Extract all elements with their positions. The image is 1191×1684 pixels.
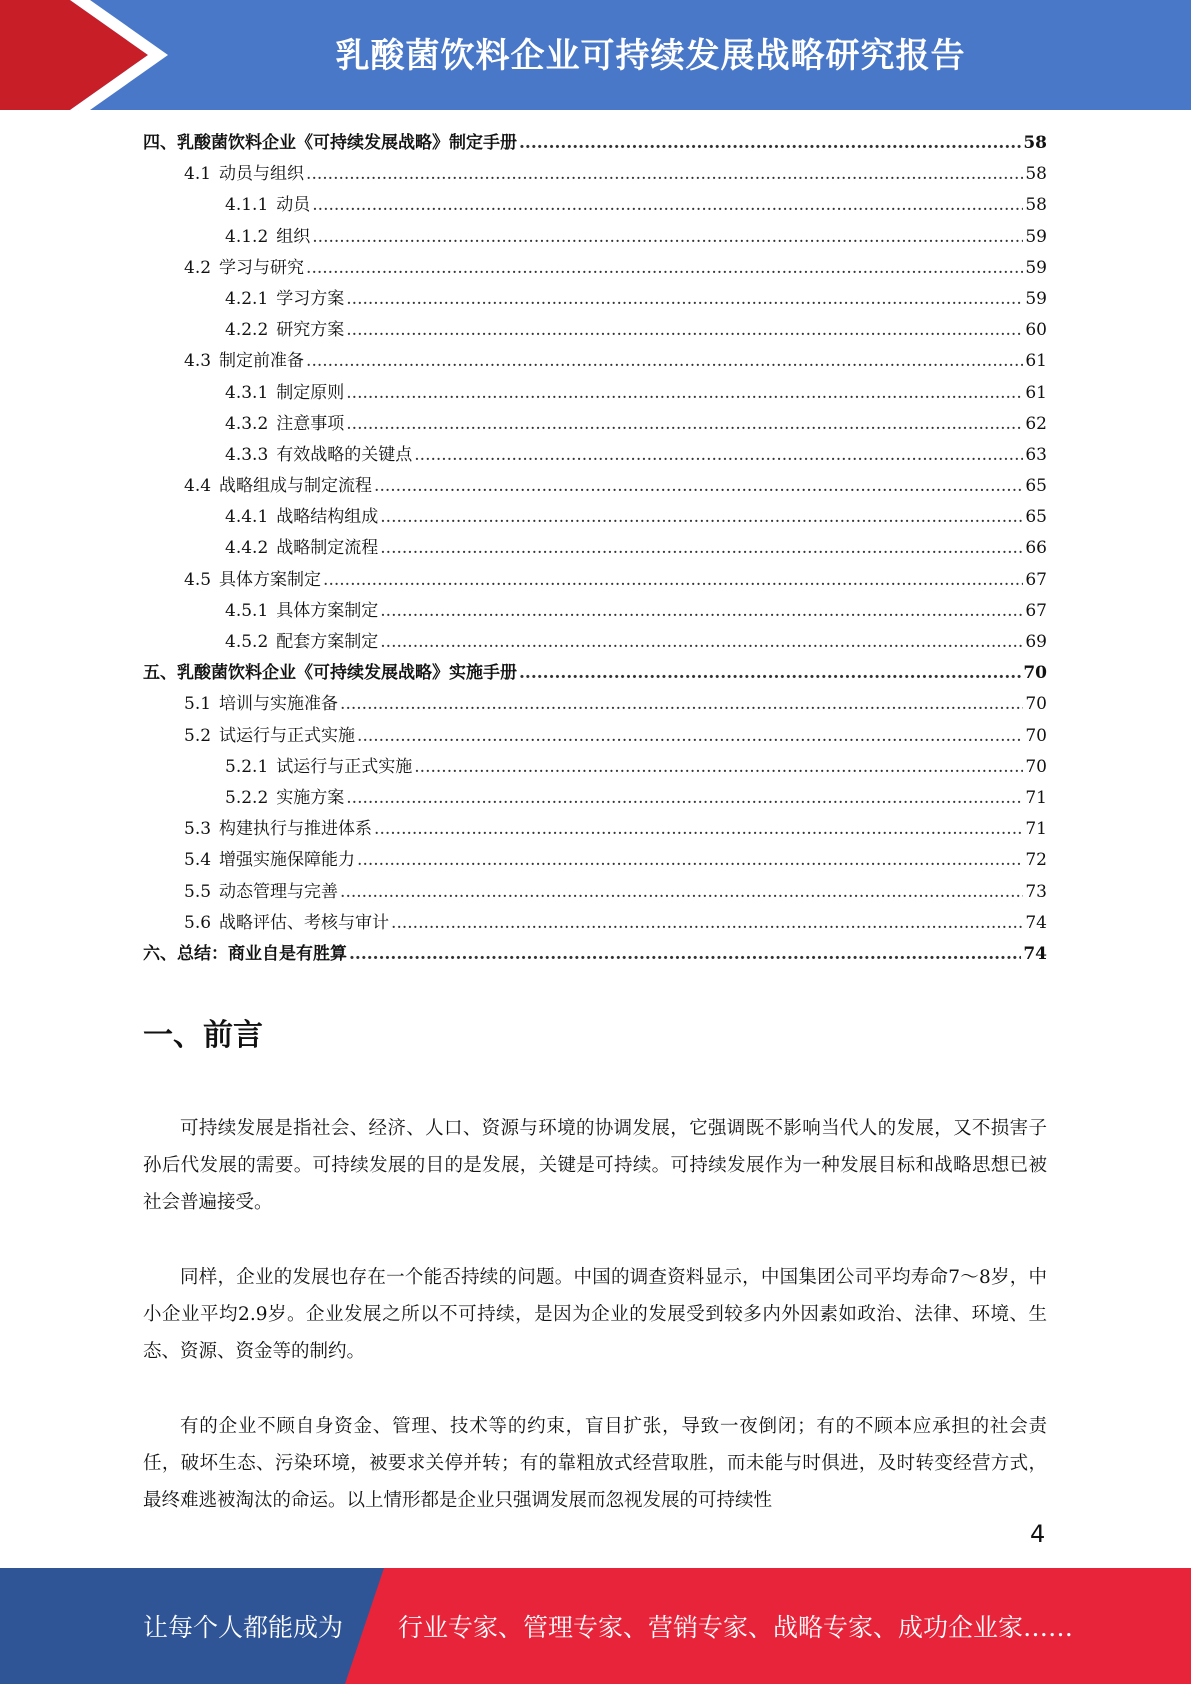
toc-entry-title: 注意事项 <box>276 413 345 434</box>
toc-entry[interactable] <box>143 533 1047 564</box>
toc-entry-page: 65 <box>1025 476 1047 497</box>
toc-dot-leader <box>380 502 1023 533</box>
toc-entry-number: 4.3.2 <box>225 413 269 434</box>
toc-entry-title: 具体方案制定 <box>219 569 322 590</box>
toc-entry-title: 动员 <box>276 195 311 216</box>
page-number: 4 <box>1030 1520 1046 1548</box>
toc-entry-number: 4.4 <box>184 476 212 497</box>
toc-entry-title: 培训与实施准备 <box>219 694 339 715</box>
toc-entry-page: 67 <box>1025 569 1047 590</box>
toc-entry-page: 60 <box>1025 320 1047 341</box>
toc-entry-title: 学习方案 <box>276 288 345 309</box>
toc-entry-page: 66 <box>1025 538 1047 559</box>
toc-dot-leader <box>340 689 1023 720</box>
toc-entry[interactable] <box>143 471 1047 502</box>
toc-entry[interactable] <box>143 877 1047 908</box>
toc-entry-page: 72 <box>1025 850 1047 871</box>
toc-entry-number: 4.4.1 <box>225 507 269 528</box>
toc-entry[interactable] <box>143 627 1047 658</box>
toc-dot-leader <box>312 190 1023 221</box>
toc-entry-page: 65 <box>1025 507 1047 528</box>
toc-entry-page: 58 <box>1025 164 1047 185</box>
toc-dot-leader <box>374 814 1023 845</box>
toc-entry-number: 4.3 <box>184 351 212 372</box>
toc-entry-number: 5.5 <box>184 881 212 902</box>
toc-entry-page: 70 <box>1025 694 1047 715</box>
toc-entry-number: 4.1.2 <box>225 226 269 247</box>
toc-entry[interactable] <box>143 502 1047 533</box>
toc-entry-title: 战略制定流程 <box>276 538 379 559</box>
toc-entry-page: 70 <box>1023 663 1047 684</box>
toc-entry-title: 试运行与正式实施 <box>219 725 356 746</box>
toc-entry-number: 4.2.2 <box>225 320 269 341</box>
toc-entry-page: 69 <box>1025 632 1047 652</box>
footer-slogan-left: 让每个人都能成为 <box>143 1613 344 1642</box>
toc-dot-leader <box>357 845 1023 876</box>
toc-entry[interactable] <box>143 128 1047 159</box>
toc-entry-page: 61 <box>1025 351 1047 372</box>
toc-entry[interactable] <box>143 845 1047 876</box>
paragraph: 同样，企业的发展也存在一个能否持续的问题。中国的调查资料显示，中国集团公司平均寿命7～8岁，中小企业平均2.9岁。企业发展之所以不可持续，是因为企业的发展受到较多内外因素如政治、法律、环境、生态、资源、资金等的制约。 <box>143 1267 1047 1362</box>
toc-entry[interactable] <box>143 190 1047 221</box>
toc-dot-leader <box>380 533 1023 564</box>
toc-entry[interactable] <box>143 222 1047 253</box>
toc-dot-leader <box>357 721 1023 752</box>
toc-entry-number: 5.2 <box>184 725 212 746</box>
toc-entry[interactable] <box>143 378 1047 409</box>
toc-entry-title: 有效战略的关键点 <box>276 444 413 465</box>
toc-entry[interactable] <box>143 721 1047 752</box>
toc-entry[interactable] <box>143 315 1047 346</box>
toc-entry-page: 63 <box>1025 444 1047 465</box>
toc-dot-leader <box>306 253 1023 284</box>
page-footer <box>0 1568 1191 1684</box>
toc-entry-number: 5.2.1 <box>225 756 269 777</box>
toc-dot-leader <box>346 409 1023 440</box>
toc-dot-leader <box>346 315 1023 346</box>
toc-entry[interactable] <box>143 814 1047 845</box>
toc-entry-page: 58 <box>1025 195 1047 216</box>
toc-entry[interactable] <box>143 159 1047 190</box>
toc-entry-title: 实施方案 <box>276 787 345 808</box>
toc-entry-page: 74 <box>1025 912 1047 933</box>
toc-entry-page: 71 <box>1025 819 1047 840</box>
toc-entry[interactable] <box>143 284 1047 315</box>
toc-entry[interactable] <box>143 658 1047 689</box>
footer-slogan-right: 行业专家、管理专家、营销专家、战略专家、成功企业家…… <box>398 1613 1074 1642</box>
table-of-contents <box>143 128 1047 970</box>
toc-dot-leader <box>306 159 1023 190</box>
toc-entry-page: 71 <box>1025 787 1047 808</box>
toc-entry-page: 73 <box>1025 881 1047 902</box>
toc-entry-page: 59 <box>1025 288 1047 309</box>
toc-entry-title: 五、乳酸菌饮料企业《可持续发展战略》实施手册 <box>143 663 517 684</box>
body-text <box>143 1110 1047 1557</box>
toc-entry-page: 61 <box>1025 382 1047 403</box>
toc-entry[interactable] <box>143 908 1047 939</box>
toc-dot-leader <box>414 752 1023 783</box>
toc-dot-leader <box>414 440 1023 471</box>
toc-entry-number: 5.3 <box>184 819 212 840</box>
toc-entry-title: 动员与组织 <box>219 164 305 185</box>
toc-entry[interactable] <box>143 409 1047 440</box>
toc-entry-title: 研究方案 <box>276 320 345 341</box>
toc-entry-title: 试运行与正式实施 <box>276 756 413 777</box>
toc-entry[interactable] <box>143 596 1047 627</box>
toc-dot-leader <box>312 222 1023 253</box>
toc-dot-leader <box>519 658 1021 689</box>
toc-entry-title: 构建执行与推进体系 <box>219 819 373 840</box>
toc-entry-title: 战略评估、考核与审计 <box>219 912 390 933</box>
report-title: 乳酸菌饮料企业可持续发展战略研究报告 <box>335 36 966 76</box>
toc-entry-page: 70 <box>1025 756 1047 777</box>
toc-dot-leader <box>346 783 1023 814</box>
toc-entry-title: 配套方案制定 <box>276 632 379 652</box>
toc-entry[interactable] <box>143 752 1047 783</box>
toc-entry[interactable] <box>143 440 1047 471</box>
section-heading: 一、前言 <box>143 1018 263 1053</box>
toc-entry-page: 59 <box>1025 257 1047 278</box>
toc-entry-page: 62 <box>1025 413 1047 434</box>
toc-entry-title: 动态管理与完善 <box>219 881 339 902</box>
toc-entry-title: 组织 <box>276 226 311 247</box>
toc-entry-page: 59 <box>1025 226 1047 247</box>
toc-entry-number: 4.1.1 <box>225 195 269 216</box>
toc-dot-leader <box>349 939 1021 970</box>
toc-entry[interactable] <box>143 253 1047 284</box>
toc-entry[interactable] <box>143 939 1047 970</box>
toc-entry-title: 战略组成与制定流程 <box>219 476 373 497</box>
toc-entry-page: 58 <box>1023 133 1047 153</box>
toc-entry-number: 5.6 <box>184 912 212 933</box>
toc-entry-number: 4.1 <box>184 164 212 185</box>
toc-entry-title: 具体方案制定 <box>276 600 379 621</box>
toc-entry-number: 4.2.1 <box>225 288 269 309</box>
toc-dot-leader <box>346 284 1023 315</box>
paragraph: 有的企业不顾自身资金、管理、技术等的约束，盲目扩张，导致一夜倒闭；有的不顾本应承担的社会责任，破坏生态、污染环境，被要求关停并转；有的靠粗放式经营取胜，而未能与时俱进，及时转变经营方式，最终难逃被淘汰的命运。以上情形都是企业只强调发展而忽视发展的可持续性 <box>143 1416 1047 1511</box>
toc-entry[interactable] <box>143 565 1047 596</box>
toc-entry-number: 5.2.2 <box>225 787 269 808</box>
toc-entry-number: 4.3.3 <box>225 444 269 465</box>
toc-dot-leader <box>391 908 1023 939</box>
toc-entry-title: 制定原则 <box>276 382 345 403</box>
toc-entry-title: 学习与研究 <box>219 257 305 278</box>
toc-dot-leader <box>380 596 1023 627</box>
toc-entry-number: 5.4 <box>184 850 212 871</box>
toc-entry[interactable] <box>143 689 1047 720</box>
toc-dot-leader <box>306 346 1023 377</box>
toc-entry-number: 4.3.1 <box>225 382 269 403</box>
toc-entry-title: 四、乳酸菌饮料企业《可持续发展战略》制定手册 <box>143 133 517 153</box>
toc-entry-title: 增强实施保障能力 <box>219 850 356 871</box>
toc-entry-title: 六、总结：商业自是有胜算 <box>143 943 347 964</box>
toc-dot-leader <box>519 128 1021 159</box>
toc-entry-number: 4.2 <box>184 257 212 278</box>
toc-entry[interactable] <box>143 346 1047 377</box>
paragraph: 可持续发展是指社会、经济、人口、资源与环境的协调发展，它强调既不影响当代人的发展，又不损害子孙后代发展的需要。可持续发展的目的是发展，关键是可持续。可持续发展作为一种发展目标和战略思想已被社会普遍接受。 <box>143 1118 1047 1213</box>
toc-entry-number: 4.5 <box>184 569 212 590</box>
toc-entry-number: 4.5.2 <box>225 632 269 652</box>
toc-dot-leader <box>340 877 1023 908</box>
toc-entry-number: 4.5.1 <box>225 600 269 621</box>
toc-dot-leader <box>346 378 1023 409</box>
toc-entry-number: 5.1 <box>184 694 212 715</box>
toc-dot-leader <box>380 627 1023 658</box>
toc-dot-leader <box>323 565 1023 596</box>
toc-entry-title: 战略结构组成 <box>276 507 379 528</box>
toc-entry-page: 74 <box>1023 943 1047 964</box>
page-header <box>0 0 1191 110</box>
toc-entry-page: 67 <box>1025 600 1047 621</box>
toc-dot-leader <box>374 471 1023 502</box>
toc-entry-number: 4.4.2 <box>225 538 269 559</box>
toc-entry-title: 制定前准备 <box>219 351 305 372</box>
toc-entry-page: 70 <box>1025 725 1047 746</box>
toc-entry[interactable] <box>143 783 1047 814</box>
